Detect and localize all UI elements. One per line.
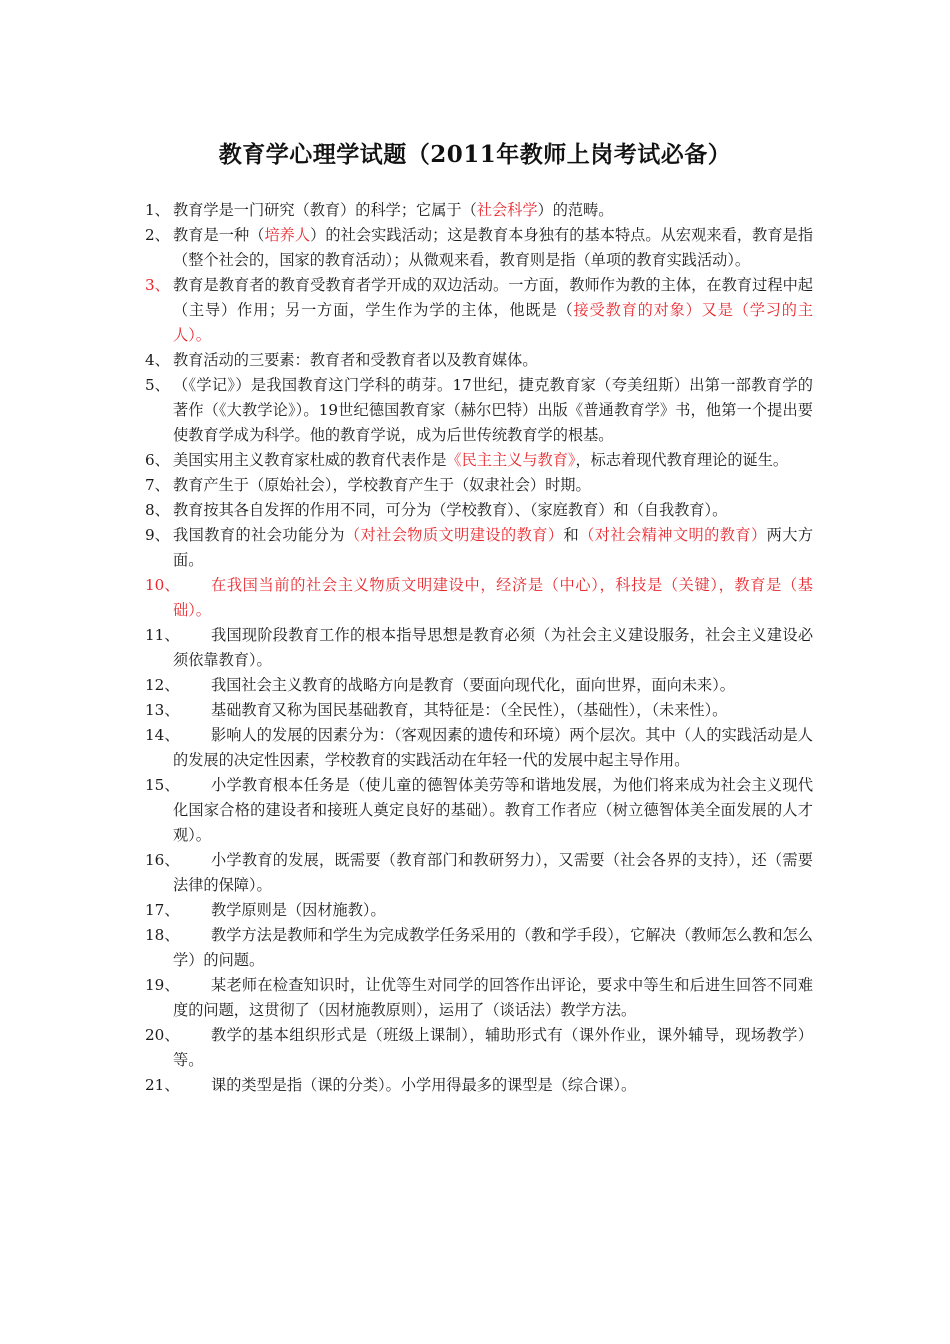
item-text [173, 723, 813, 773]
text-segment: 基础教育又称为国民基础教育，其特征是：（全民性），（基础性），（未来性）。 [211, 701, 728, 719]
item-number: 4、 [145, 351, 170, 369]
text-segment: 两大方面。 [173, 526, 814, 569]
text-segment: 课的类型是指（课的分类）。小学用得最多的课型是（综合课）。 [211, 1076, 637, 1094]
item-text [173, 448, 813, 473]
item-number: 5、 [145, 376, 170, 394]
text-segment: 教育产生于（原始社会），学校教育产生于（奴隶社会）时期。 [173, 476, 591, 494]
text-segment: 小学教育的发展，既需要（教育部门和教研努力），又需要（社会各界的支持），还（需要法律的保障）。 [173, 851, 813, 894]
text-segment: 教育是教育者的教育受教育者学开成的双边活动。一方面，教师作为教的主体，在教育过程中起（主导）作用；另一方面，学生作为学的主体，他既是（ [173, 276, 813, 319]
item-number: 12、 [145, 676, 180, 694]
text-segment: 美国实用主义教育家杜威的教育代表作是 [173, 451, 447, 469]
text-segment: ）的范畴。 [537, 201, 614, 219]
list-item [145, 1073, 813, 1098]
item-number: 2、 [145, 226, 170, 244]
item-text [173, 373, 813, 448]
item-text [173, 348, 813, 373]
item-text [173, 1073, 813, 1098]
question-list [145, 198, 813, 1098]
text-segment: 某老师在检查知识时，让优等生对同学的回答作出评论，要求中等生和后进生回答不同难度的问题，这贯彻了（因材施教原则），运用了（谈话法）教学方法。 [173, 976, 813, 1019]
list-item [145, 898, 813, 923]
item-number: 20、 [145, 1026, 180, 1044]
item-number: 11、 [145, 626, 180, 644]
text-segment: 我国社会主义教育的战略方向是教育（要面向现代化，面向世界，面向未来）。 [211, 676, 735, 694]
text-segment: 教育活动的三要素：教育者和受教育者以及教育媒体。 [173, 351, 538, 369]
highlighted-answer: 社会科学 [476, 201, 538, 219]
item-text [173, 223, 813, 273]
item-number: 21、 [145, 1076, 180, 1094]
document-title: 教育学心理学试题（2011年教师上岗考试必备） [218, 141, 732, 168]
item-number: 7、 [145, 476, 170, 494]
item-text [173, 523, 813, 573]
list-item [145, 523, 813, 573]
item-text [173, 973, 813, 1023]
text-segment: 影响人的发展的因素分为：（客观因素的遗传和环境）两个层次。其中（人的实践活动是人的发展的决定性因素，学校教育的实践活动在年轻一代的发展中起主导作用。 [173, 726, 813, 769]
item-number: 6、 [145, 451, 170, 469]
list-item [145, 973, 813, 1023]
item-text [173, 198, 813, 223]
text-segment: 我国现阶段教育工作的根本指导思想是教育必须（为社会主义建设服务，社会主义建设必须依靠教育）。 [173, 626, 813, 669]
list-item [145, 848, 813, 898]
item-number: 10、 [145, 576, 180, 594]
list-item [145, 498, 813, 523]
item-number: 15、 [145, 776, 180, 794]
item-text [173, 498, 813, 523]
item-number: 16、 [145, 851, 180, 869]
highlighted-answer: 在我国当前的社会主义物质文明建设中，经济是（中心），科技是（关键），教育是（基础）。 [173, 576, 813, 619]
highlighted-answer: 接受教育的对象）又是（学习的主人）。 [173, 301, 814, 344]
list-item [145, 198, 813, 223]
text-segment: 教育按其各自发挥的作用不同，可分为（学校教育）、（家庭教育）和（自我教育）。 [173, 501, 728, 519]
text-segment: （《学记》）是我国教育这门学科的萌芽。17世纪，捷克教育家（夸美纽斯）出第一部教育学的著作（《大教学论》）。19世纪德国教育家（赫尔巴特）出版《普通教育学》书，他第一个提出要使教育学成为科学。他的教育学说，成为后世传统教育学的根基。 [173, 376, 813, 444]
text-segment: ，标志着现代教育理论的诞生。 [575, 451, 789, 469]
text-segment: 教育学是一门研究（教育）的科学；它属于（ [173, 201, 477, 219]
item-text [173, 573, 813, 623]
text-segment: 教学的基本组织形式是（班级上课制），辅助形式有（课外作业，课外辅导，现场教学）等。 [173, 1026, 813, 1069]
item-number: 19、 [145, 976, 180, 994]
item-text [173, 673, 813, 698]
item-number: 14、 [145, 726, 180, 744]
list-item [145, 448, 813, 473]
text-segment: 我国教育的社会功能分为 [173, 526, 345, 544]
list-item [145, 573, 813, 623]
text-segment: 和 [563, 526, 580, 544]
item-number: 8、 [145, 501, 170, 519]
list-item [145, 723, 813, 773]
item-text [173, 898, 813, 923]
list-item [145, 348, 813, 373]
list-item [145, 773, 813, 848]
item-number: 9、 [145, 526, 170, 544]
highlighted-answer: （对社会精神文明的教育） [579, 526, 767, 544]
item-text [173, 848, 813, 898]
item-number: 17、 [145, 901, 180, 919]
text-segment: ）的社会实践活动；这是教育本身独有的基本特点。从宏观来看，教育是指（整个社会的，国家的教育活动）；从微观来看，教育则是指（单项的教育实践活动）。 [173, 226, 814, 269]
list-item [145, 273, 813, 348]
list-item [145, 673, 813, 698]
text-segment: 教学方法是教师和学生为完成教学任务采用的（教和学手段），它解决（教师怎么教和怎么学）的问题。 [173, 926, 813, 969]
text-segment: 教育是一种（ [173, 226, 265, 244]
text-segment: 教学原则是（因材施教）。 [211, 901, 386, 919]
item-text [173, 773, 813, 848]
item-number: 18、 [145, 926, 180, 944]
list-item [145, 623, 813, 673]
text-segment: 小学教育根本任务是（使儿童的德智体美劳等和谐地发展，为他们将来成为社会主义现代化国家合格的建设者和接班人奠定良好的基础）。教育工作者应（树立德智体美全面发展的人才观）。 [173, 776, 813, 844]
item-text [173, 923, 813, 973]
highlighted-answer: （对社会物质文明建设的教育） [344, 526, 564, 544]
highlighted-answer: 培养人 [264, 226, 311, 244]
list-item [145, 923, 813, 973]
item-text [173, 623, 813, 673]
item-text [173, 473, 813, 498]
list-item [145, 1023, 813, 1073]
item-number: 1、 [145, 201, 170, 219]
list-item [145, 373, 813, 448]
list-item [145, 698, 813, 723]
list-item [145, 473, 813, 498]
item-number: 13、 [145, 701, 180, 719]
list-item [145, 223, 813, 273]
item-text [173, 273, 813, 348]
item-text [173, 1023, 813, 1073]
highlighted-answer: 《民主主义与教育》 [446, 451, 576, 469]
item-text [173, 698, 813, 723]
item-number: 3、 [145, 276, 170, 294]
